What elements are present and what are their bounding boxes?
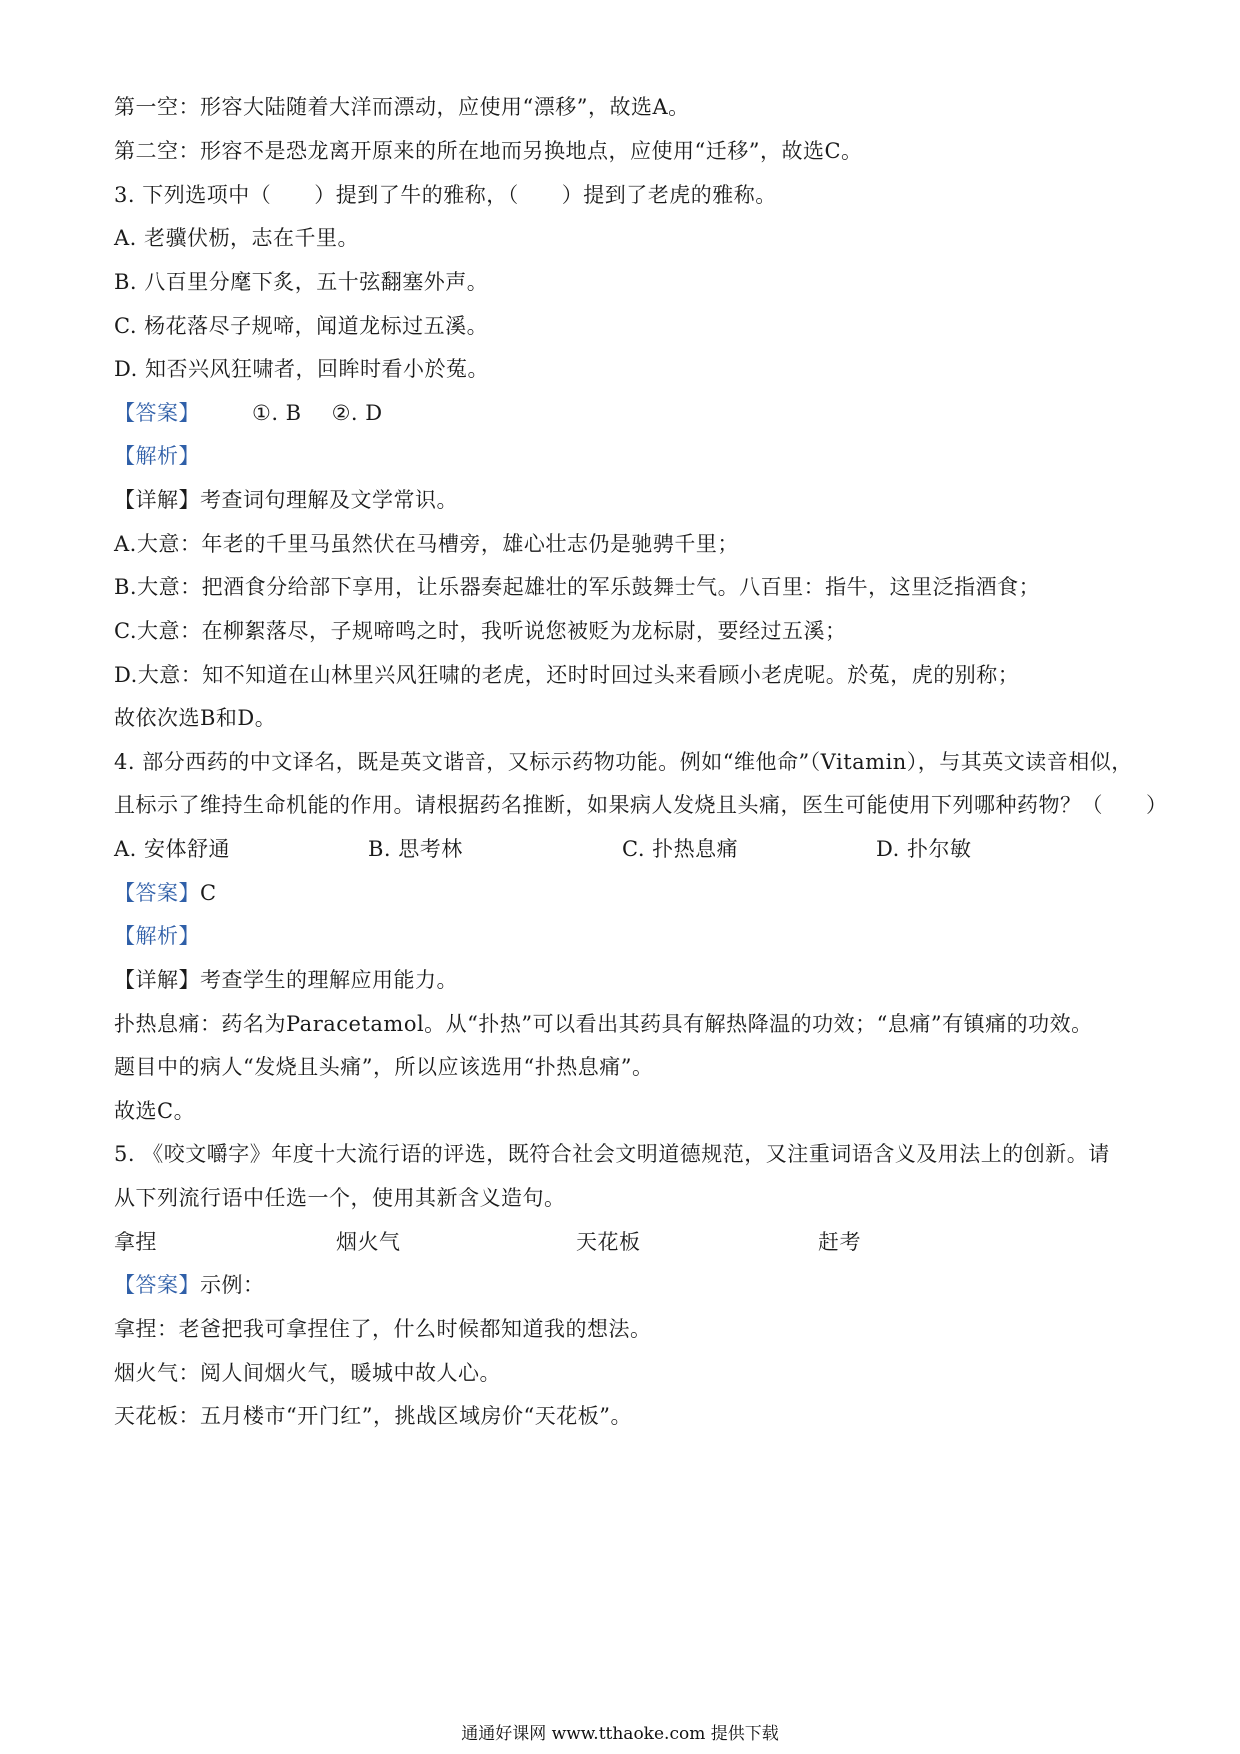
- q5-word-3: 天花板: [576, 1230, 641, 1254]
- q3-option-b: B. 八百里分麾下炙，五十弦翻塞外声。: [114, 270, 489, 294]
- q3-answer-2: ②. D: [331, 401, 383, 425]
- q4-option-d: D. 扑尔敏: [876, 837, 972, 861]
- answer-tag: 【答案】: [114, 1273, 200, 1297]
- q4-option-a: A. 安体舒通: [114, 837, 231, 861]
- q5-answer-intro: 示例：: [200, 1273, 265, 1297]
- q3-answer: [114, 398, 1140, 428]
- q4-conclusion: 故选C。: [114, 1099, 196, 1123]
- q4-answer: [114, 878, 1140, 908]
- q4-detail: [114, 965, 1140, 995]
- q5-stem-line1: 5. 《咬文嚼字》年度十大流行语的评选，既符合社会文明道德规范，又注重词语含义及用法上的创新。请: [114, 1142, 1110, 1166]
- q5-example-1: 拿捏：老爸把我可拿捏住了，什么时候都知道我的想法。: [114, 1317, 652, 1341]
- q3-answer-1: ①. B: [252, 401, 302, 425]
- q3-detail: [114, 485, 1140, 515]
- q5-example-2: 烟火气：阅人间烟火气，暖城中故人心。: [114, 1361, 501, 1385]
- q2-blank1-explanation: 第一空：形容大陆随着大洋而漂动，应使用“漂移”，故选A。: [114, 95, 690, 119]
- q3-detail-text: 考查词句理解及文学常识。: [200, 488, 458, 512]
- q4-answer-value: C: [200, 881, 217, 905]
- q3-stem: 3. 下列选项中（ ）提到了牛的雅称，（ ）提到了老虎的雅称。: [114, 183, 777, 207]
- q4-stem-line2: 且标示了维持生命机能的作用。请根据药名推断，如果病人发烧且头痛，医生可能使用下列哪种药物？（ ）: [114, 793, 1168, 817]
- q3-explain-a: A.大意：年老的千里马虽然伏在马槽旁，雄心壮志仍是驰骋千里；: [114, 532, 739, 556]
- q4-stem-line1: 4. 部分西药的中文译名，既是英文谐音，又标示药物功能。例如“维他命”（Vitamin），与其英文读音相似，: [114, 750, 1133, 774]
- q3-option-d: D. 知否兴风狂啸者，回眸时看小於菟。: [114, 357, 489, 381]
- q4-explain-2: 题目中的病人“发烧且头痛”，所以应该选用“扑热息痛”。: [114, 1055, 654, 1079]
- q5-word-1: 拿捏: [114, 1230, 157, 1254]
- q3-option-a: A. 老骥伏枥，志在千里。: [114, 226, 360, 250]
- q5-example-3: 天花板：五月楼市“开门红”，挑战区域房价“天花板”。: [114, 1404, 632, 1428]
- q3-explain-c: C.大意：在柳絮落尽，子规啼鸣之时，我听说您被贬为龙标尉，要经过五溪；: [114, 619, 847, 643]
- q3-analysis-tag: 【解析】: [114, 444, 200, 468]
- q3-explain-b: B.大意：把酒食分给部下享用，让乐器奏起雄壮的军乐鼓舞士气。八百里：指牛，这里泛指酒食；: [114, 575, 1041, 599]
- q4-option-b: B. 思考林: [368, 837, 463, 861]
- q4-explain-1: 扑热息痛：药名为Paracetamol。从“扑热”可以看出其药具有解热降温的功效；“息痛”有镇痛的功效。: [114, 1012, 1093, 1036]
- q3-explain-d: D.大意：知不知道在山林里兴风狂啸的老虎，还时时回过头来看顾小老虎呢。於菟，虎的别称；: [114, 663, 1020, 687]
- q2-blank2-explanation: 第二空：形容不是恐龙离开原来的所在地而另换地点，应使用“迁移”，故选C。: [114, 139, 863, 163]
- page-footer: 通通好课网 www.tthaoke.com 提供下载: [461, 1724, 779, 1744]
- detail-tag: 【详解】: [114, 968, 200, 992]
- answer-tag: 【答案】: [114, 401, 200, 425]
- q5-stem-line2: 从下列流行语中任选一个，使用其新含义造句。: [114, 1186, 566, 1210]
- q4-analysis-tag: 【解析】: [114, 924, 200, 948]
- q3-conclusion: 故依次选B和D。: [114, 706, 277, 730]
- answer-tag: 【答案】: [114, 881, 200, 905]
- detail-tag: 【详解】: [114, 488, 200, 512]
- q5-word-4: 赶考: [818, 1230, 861, 1254]
- q3-option-c: C. 杨花落尽子规啼，闻道龙标过五溪。: [114, 314, 489, 338]
- q4-detail-text: 考查学生的理解应用能力。: [200, 968, 458, 992]
- q5-answer: [114, 1270, 1140, 1300]
- q5-word-2: 烟火气: [336, 1230, 401, 1254]
- q4-option-c: C. 扑热息痛: [622, 837, 739, 861]
